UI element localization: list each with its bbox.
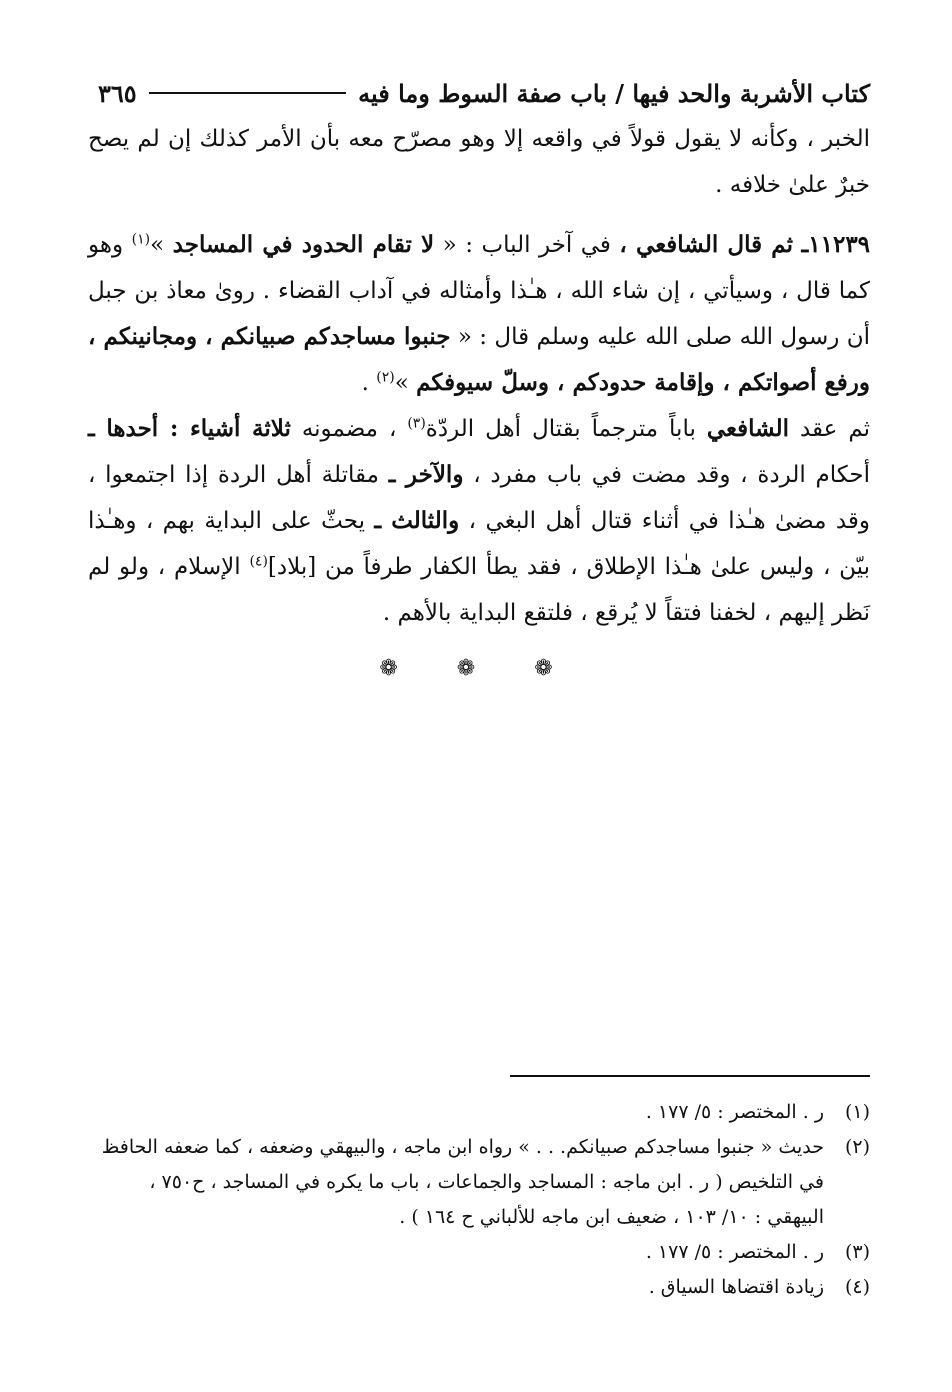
text-span: في آخر الباب : «: [442, 232, 611, 258]
bold-phrase: ثم قال الشافعي ،: [619, 231, 794, 258]
paragraph-3: [88, 406, 870, 636]
section-separator: ❁ ❁ ❁: [379, 656, 579, 681]
text-span: »: [394, 370, 409, 396]
footnote-4: [88, 1270, 870, 1305]
footnote-text: ر . المختصر : ٥/ ١٧٧ .: [645, 1101, 824, 1123]
text-span: وهو كما قال ، وسيأتي ، إن شاء الله ، هـٰذا وأمثاله في آداب القضاء . روىٰ معاذ بن جبل أن رسول الله صلى الله عليه وسلم قال : «: [88, 232, 870, 350]
footnote-rule: [510, 1075, 870, 1077]
footnote-2: [88, 1130, 870, 1235]
quoted-text: لا تقام الحدود في المساجد: [172, 231, 435, 258]
footnote-ref-4[interactable]: (٤): [249, 553, 268, 570]
bold-phrase: والثالث ـ: [374, 507, 460, 534]
footnote-1: [88, 1095, 870, 1130]
footnote-number: (٣): [844, 1241, 870, 1263]
bold-phrase: الشافعي: [706, 415, 790, 442]
footnote-ref-1[interactable]: (١): [131, 231, 151, 248]
footnote-number: (٢): [844, 1136, 870, 1158]
page-number: ٣٦٥: [98, 78, 137, 108]
footnote-number: (٤): [844, 1276, 870, 1298]
text-span: ثم عقد: [799, 416, 871, 442]
page: [88, 70, 870, 1332]
text-span: .: [361, 370, 369, 396]
main-text: [88, 116, 870, 692]
quoted-text: جنبوا مساجدكم صبيانكم ، ومجانينكم ، ورفع أصواتكم ، وإقامة حدودكم ، وسلّ سيوفكم: [88, 323, 870, 396]
paragraph-1: الخبر ، وكأنه لا يقول قولاً في واقعه إلا وهو مصرّح معه بأن الأمر كذلك إن لم يصح خبرٌ علىٰ خلافه .: [88, 126, 870, 198]
text-span: الإسلام ، ولو لم نَظر إليهم ، لخفنا فتقاً لا يُرقع ، فلتقع البداية بالأهم .: [88, 554, 870, 626]
bold-phrase: والآخر ـ: [388, 461, 464, 488]
footnote-3: [88, 1235, 870, 1270]
footnote-ref-3[interactable]: (٣): [407, 415, 426, 432]
footnote-text: ر . المختصر : ٥/ ١٧٧ .: [645, 1241, 824, 1263]
bold-phrase: ثلاثة أشياء : أحدها ـ: [88, 415, 291, 442]
text-span: مقاتلة أهل الردة إذا اجتمعوا ، وقد مضىٰ هـٰذا في أثناء قتال أهل البغي ،: [88, 462, 871, 534]
running-title: كتاب الأشربة والحد فيها / باب صفة السوط وما فيه: [358, 78, 870, 108]
text-span: أحكام الردة ، وقد مضت في باب مفرد ،: [473, 462, 871, 488]
footnote-ref-2[interactable]: (٢): [376, 369, 395, 386]
paragraph-2: [88, 222, 870, 406]
footnote-text: زيادة اقتضاها السياق .: [648, 1276, 824, 1298]
text-span: ، مضمونه: [301, 416, 397, 442]
footnotes: [88, 1095, 870, 1305]
footnote-text: حديث « جنبوا مساجدكم صبيانكم. . . » رواه ابن ماجه ، والبيهقي وضعفه ، كما ضعفه الحافظ في التلخيص ( ر . ابن ماجه : المساجد والجماعات ، باب ما يكره في المساجد ، ح٧٥٠ ، البيهقي : ١٠/ ١٠٣ ، ضعيف ابن ماجه للألباني ح ١٦٤ ) .: [101, 1136, 824, 1228]
text-span: باباً مترجماً بقتال أهل الردّة: [425, 416, 696, 442]
text-span: يحثّ على البداية بهم ، وهـٰذا بيّن ، وليس علىٰ هـٰذا الإطلاق ، فقد يطأ الكفار طرفاً من [بلاد]: [88, 508, 870, 580]
running-header: [88, 70, 870, 116]
text-span: »: [150, 232, 165, 258]
header-rule: [149, 92, 346, 94]
paragraph-number: ١١٢٣٩ـ: [801, 231, 871, 258]
footnote-number: (١): [844, 1101, 870, 1123]
